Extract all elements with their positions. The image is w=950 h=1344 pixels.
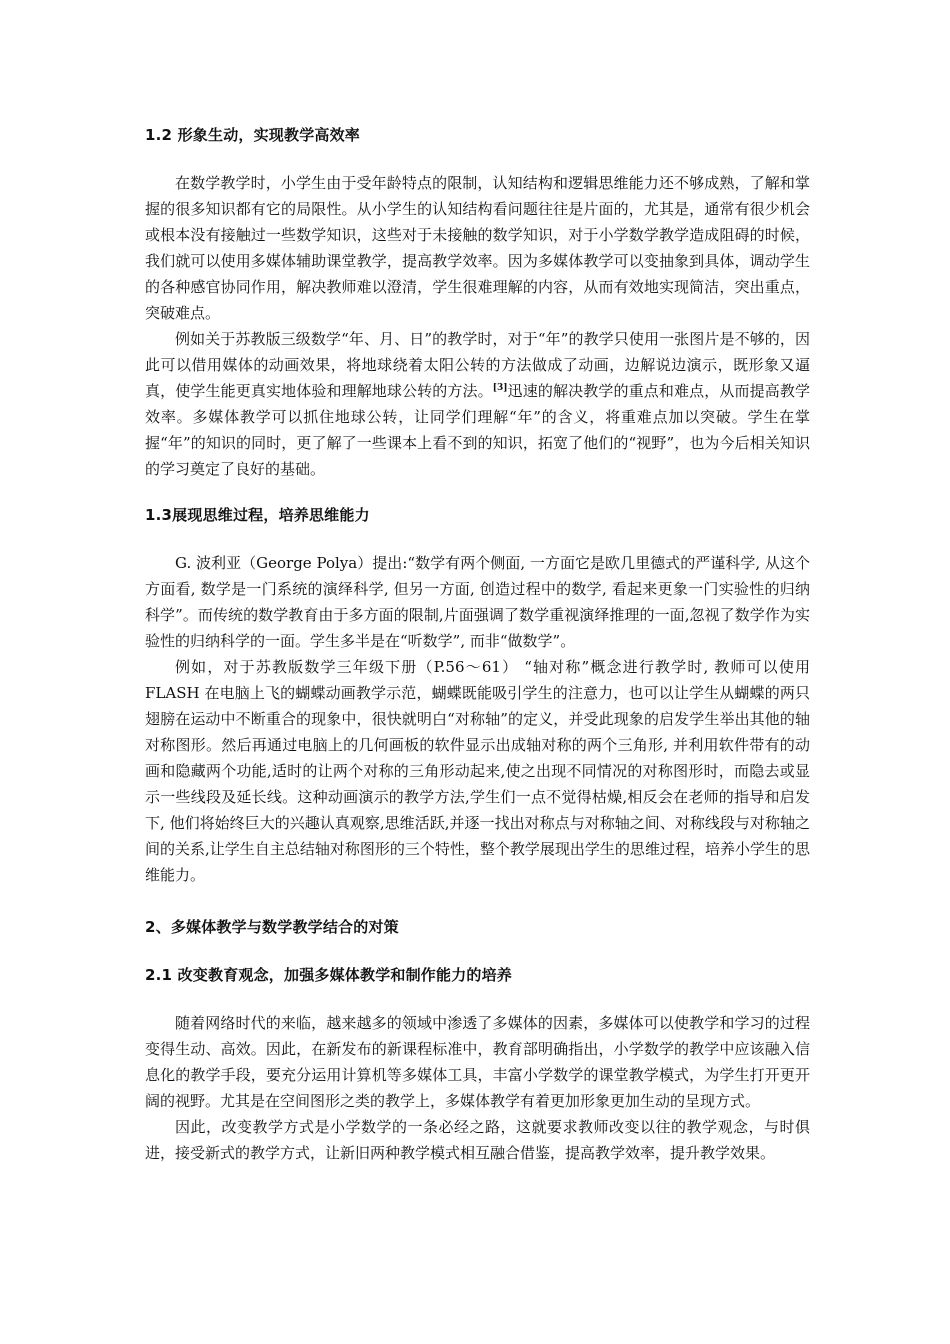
section-heading-1-3: 1.3展现思维过程，培养思维能力 [145,506,370,524]
document-body [145,124,810,1166]
paragraph-2-1-b: 因此，改变教学方式是小学数学的一条必经之路，这就要求教师改变以往的教学观念，与时俱进，接受新式的教学方式，让新旧两种教学模式相互融合借鉴，提高教学效率，提升教学效果。 [145,1118,810,1162]
paragraph-1-3-a: G. 波利亚（George Polya）提出:“数学有两个侧面, 一方面它是欧几里德式的严谨科学, 从这个方面看, 数学是一门系统的演绎科学, 但另一方面, 创造过程中的数学, 看起来更象一门实验性的归纳科学”。而传统的数学教育由于多方面的限制,片面强调了数学重视演绎推理的一面,忽视了数学作为实验性的归纳科学的一面。学生多半是在“听数学”, 而非“做数学”。 [145,554,810,650]
paragraph-1-2-a: 在数学教学时，小学生由于受年龄特点的限制，认知结构和逻辑思维能力还不够成熟，了解和掌握的很多知识都有它的局限性。从小学生的认知结构看问题往往是片面的，尤其是，通常有很少机会或根本没有接触过一些数学知识，这些对于未接触的数学知识，对于小学数学教学造成阻碍的时候，我们就可以使用多媒体辅助课堂教学，提高教学效率。因为多媒体教学可以变抽象到具体，调动学生的各种感官协同作用，解决教师难以澄清，学生很难理解的内容，从而有效地实现简洁，突出重点，突破难点。 [145,174,810,322]
paragraph-1-2-b-text-2: 迅速的解决教学的重点和难点，从而提高教学效率。多媒体教学可以抓住地球公转，让同学们理解“年”的含义，将重难点加以突破。学生在掌握“年”的知识的同时，更了解了一些课本上看不到的知识，拓宽了他们的“视野”，也为今后相关知识的学习奠定了良好的基础。 [145,382,810,478]
section-heading-2: 2、多媒体教学与数学教学结合的对策 [145,918,399,936]
section-heading-2-1: 2.1 改变教育观念，加强多媒体教学和制作能力的培养 [145,966,512,984]
paragraph-1-3-b: 例如，对于苏教版数学三年级下册（P.56～61） “轴对称”概念进行教学时, 教师可以使用 FLASH 在电脑上飞的蝴蝶动画教学示范，蝴蝶既能吸引学生的注意力，也可以让学生从蝴蝶的两只翅膀在运动中不断重合的现象中，很快就明白“对称轴”的定义，并受此现象的启发学生举出其他的轴对称图形。然后再通过电脑上的几何画板的软件显示出成轴对称的两个三角形, 并利用软件带有的动画和隐藏两个功能,适时的让两个对称的三角形动起来,使之出现不同情况的对称图形时，而隐去或显示一些线段及延长线。这种动画演示的教学方法,学生们一点不觉得枯燥,相反会在老师的指导和启发下, 他们将始终巨大的兴趣认真观察,思维活跃,并逐一找出对称点与对称轴之间、对称线段与对称轴之间的关系,让学生自主总结轴对称图形的三个特性，整个教学展现出学生的思维过程，培养小学生的思维能力。 [145,658,810,884]
section-heading-1-2: 1.2 形象生动，实现教学高效率 [145,126,360,144]
citation-marker: [3] [492,383,508,393]
paragraph-1-2-b-text-1: 例如关于苏教版三级数学“年、月、日”的教学时，对于“年”的教学只使用一张图片是不够的，因此可以借用媒体的动画效果，将地球绕着太阳公转的方法做成了动画，边解说边演示，既形象又逼真，使学生能更真实地体验和理解地球公转的方法。 [145,330,810,400]
paragraph-1-2-b [145,326,810,482]
paragraph-2-1-a: 随着网络时代的来临，越来越多的领域中渗透了多媒体的因素，多媒体可以使教学和学习的过程变得生动、高效。因此，在新发布的新课程标准中，教育部明确指出，小学数学的教学中应该融入信息化的教学手段，要充分运用计算机等多媒体工具，丰富小学数学的课堂教学模式，为学生打开更开阔的视野。尤其是在空间图形之类的教学上，多媒体教学有着更加形象更加生动的呈现方式。 [145,1014,810,1110]
